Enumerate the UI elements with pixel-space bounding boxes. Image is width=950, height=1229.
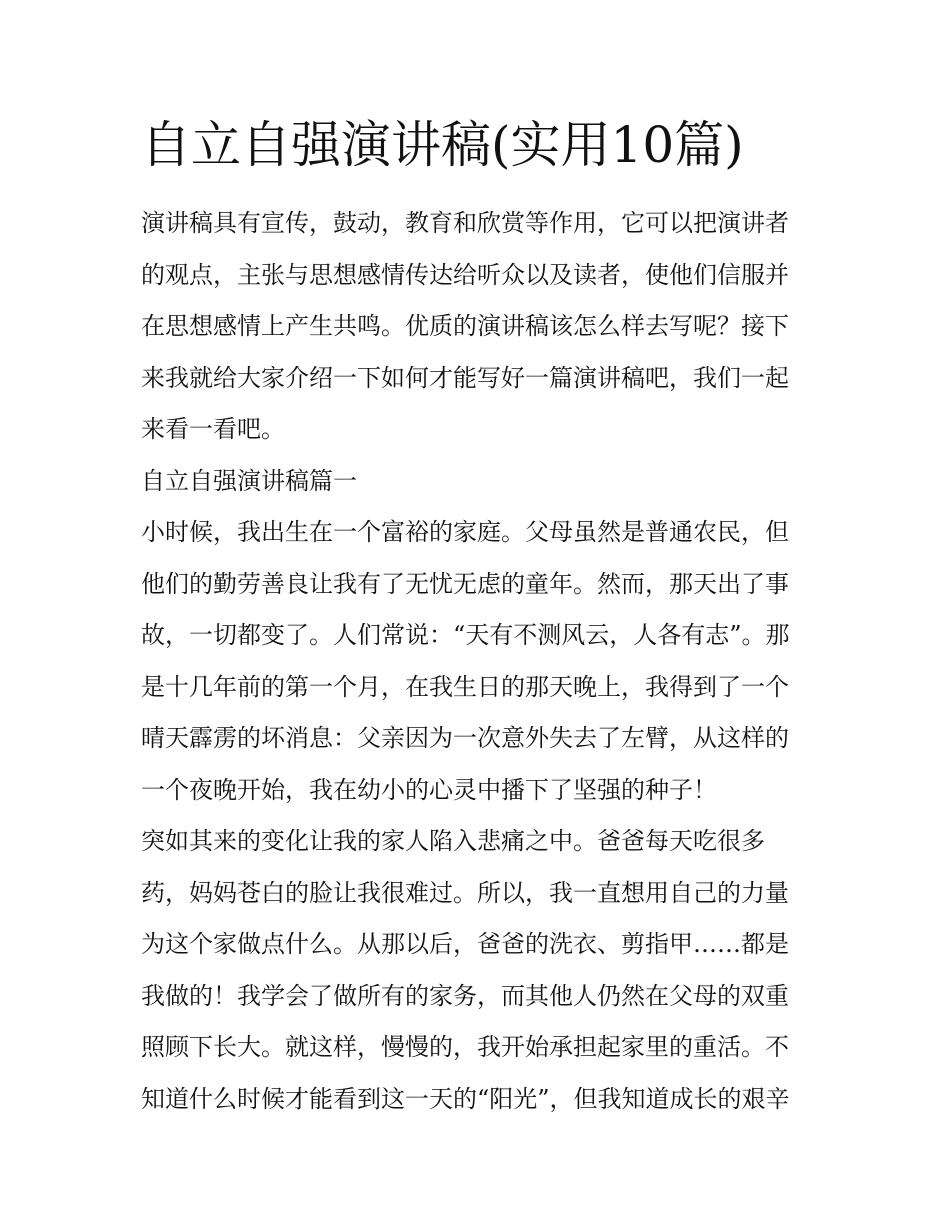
text-line: 一个夜晚开始，我在幼小的心灵中播下了坚强的种子！ <box>141 775 717 804</box>
text-line: 他们的勤劳善良让我有了无忧无虑的童年。然而，那天出了事 <box>141 569 789 598</box>
text-line: 晴天霹雳的坏消息：父亲因为一次意外失去了左臂，从这样的 <box>141 724 789 752</box>
text-line: 来看一看吧。 <box>141 415 285 443</box>
text-line: 在思想感情上产生共鸣。优质的演讲稿该怎么样去写呢？接下 <box>141 312 789 340</box>
text-line: 我做的！我学会了做所有的家务，而其他人仍然在父母的双重 <box>141 981 789 1010</box>
text-line: 小时候，我出生在一个富裕的家庭。父母虽然是普通农民，但 <box>141 518 789 546</box>
text-line: 来我就给大家介绍一下如何才能写好一篇演讲稿吧，我们一起 <box>141 363 789 392</box>
text-line: 故，一切都变了。人们常说：“天有不测风云，人各有志”。那 <box>141 621 790 649</box>
text-line: 是十几年前的第一个月，在我生日的那天晚上，我得到了一个 <box>141 672 789 701</box>
text-line: 照顾下长大。就这样，慢慢的，我开始承担起家里的重活。不 <box>141 1033 789 1061</box>
document-title: 自立自强演讲稿(实用10篇) <box>141 116 744 174</box>
text-line: 演讲稿具有宣传，鼓动，教育和欣赏等作用，它可以把演讲者 <box>141 209 789 237</box>
text-line: 为这个家做点什么。从那以后，爸爸的洗衣、剪指甲……都是 <box>141 930 789 958</box>
text-line: 药，妈妈苍白的脸让我很难过。所以，我一直想用自己的力量 <box>141 878 789 907</box>
text-line: 突如其来的变化让我的家人陷入悲痛之中。爸爸每天吃很多 <box>141 827 765 855</box>
document-body <box>141 198 821 1125</box>
text-line: 的观点，主张与思想感情传达给听众以及读者，使他们信服并 <box>141 260 789 289</box>
section-heading: 自立自强演讲稿篇一 <box>141 466 357 495</box>
text-line: 知道什么时候才能看到这一天的“阳光”，但我知道成长的艰辛 <box>141 1084 790 1113</box>
